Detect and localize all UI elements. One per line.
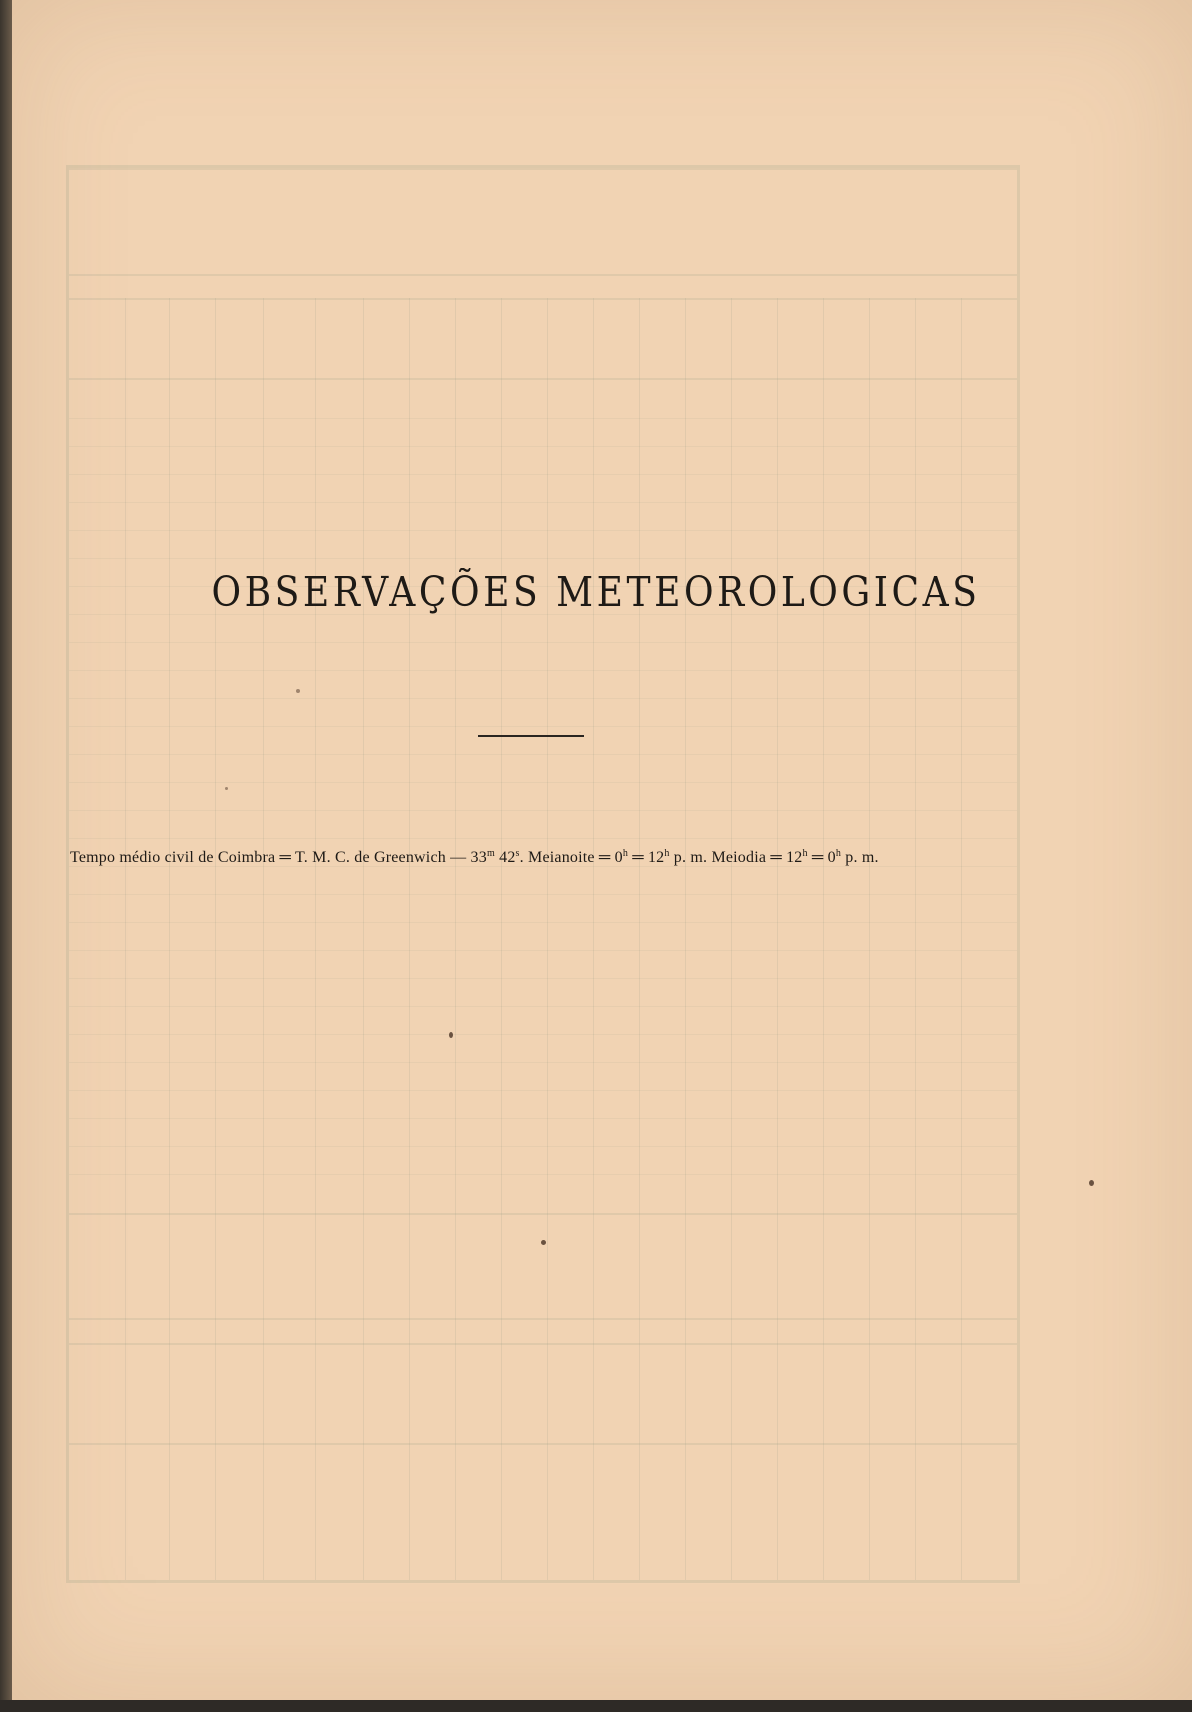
paper-speck: [449, 1032, 453, 1038]
paper-speck: [296, 689, 300, 693]
paper-speck: [225, 787, 228, 790]
time-reference-note: Tempo médio civil de Coimbra ═ T. M. C. de Greenwich — 33$^m$ 42$^s$. Meianoite ═ 0$^h$ ═ 12$^h$ p. m. Meiodia ═ 12$^h$ ═ 0$^h$ p. m.: [70, 848, 879, 866]
paper-speck: [541, 1240, 546, 1245]
book-spine-edge: [0, 0, 12, 1712]
page-title: OBSERVAÇÕES METEOROLOGICAS: [211, 568, 981, 616]
page-bottom-edge: [0, 1700, 1192, 1712]
show-through-table: [66, 165, 1020, 1583]
paper-speck: [1089, 1180, 1094, 1186]
title-divider: [478, 735, 584, 737]
